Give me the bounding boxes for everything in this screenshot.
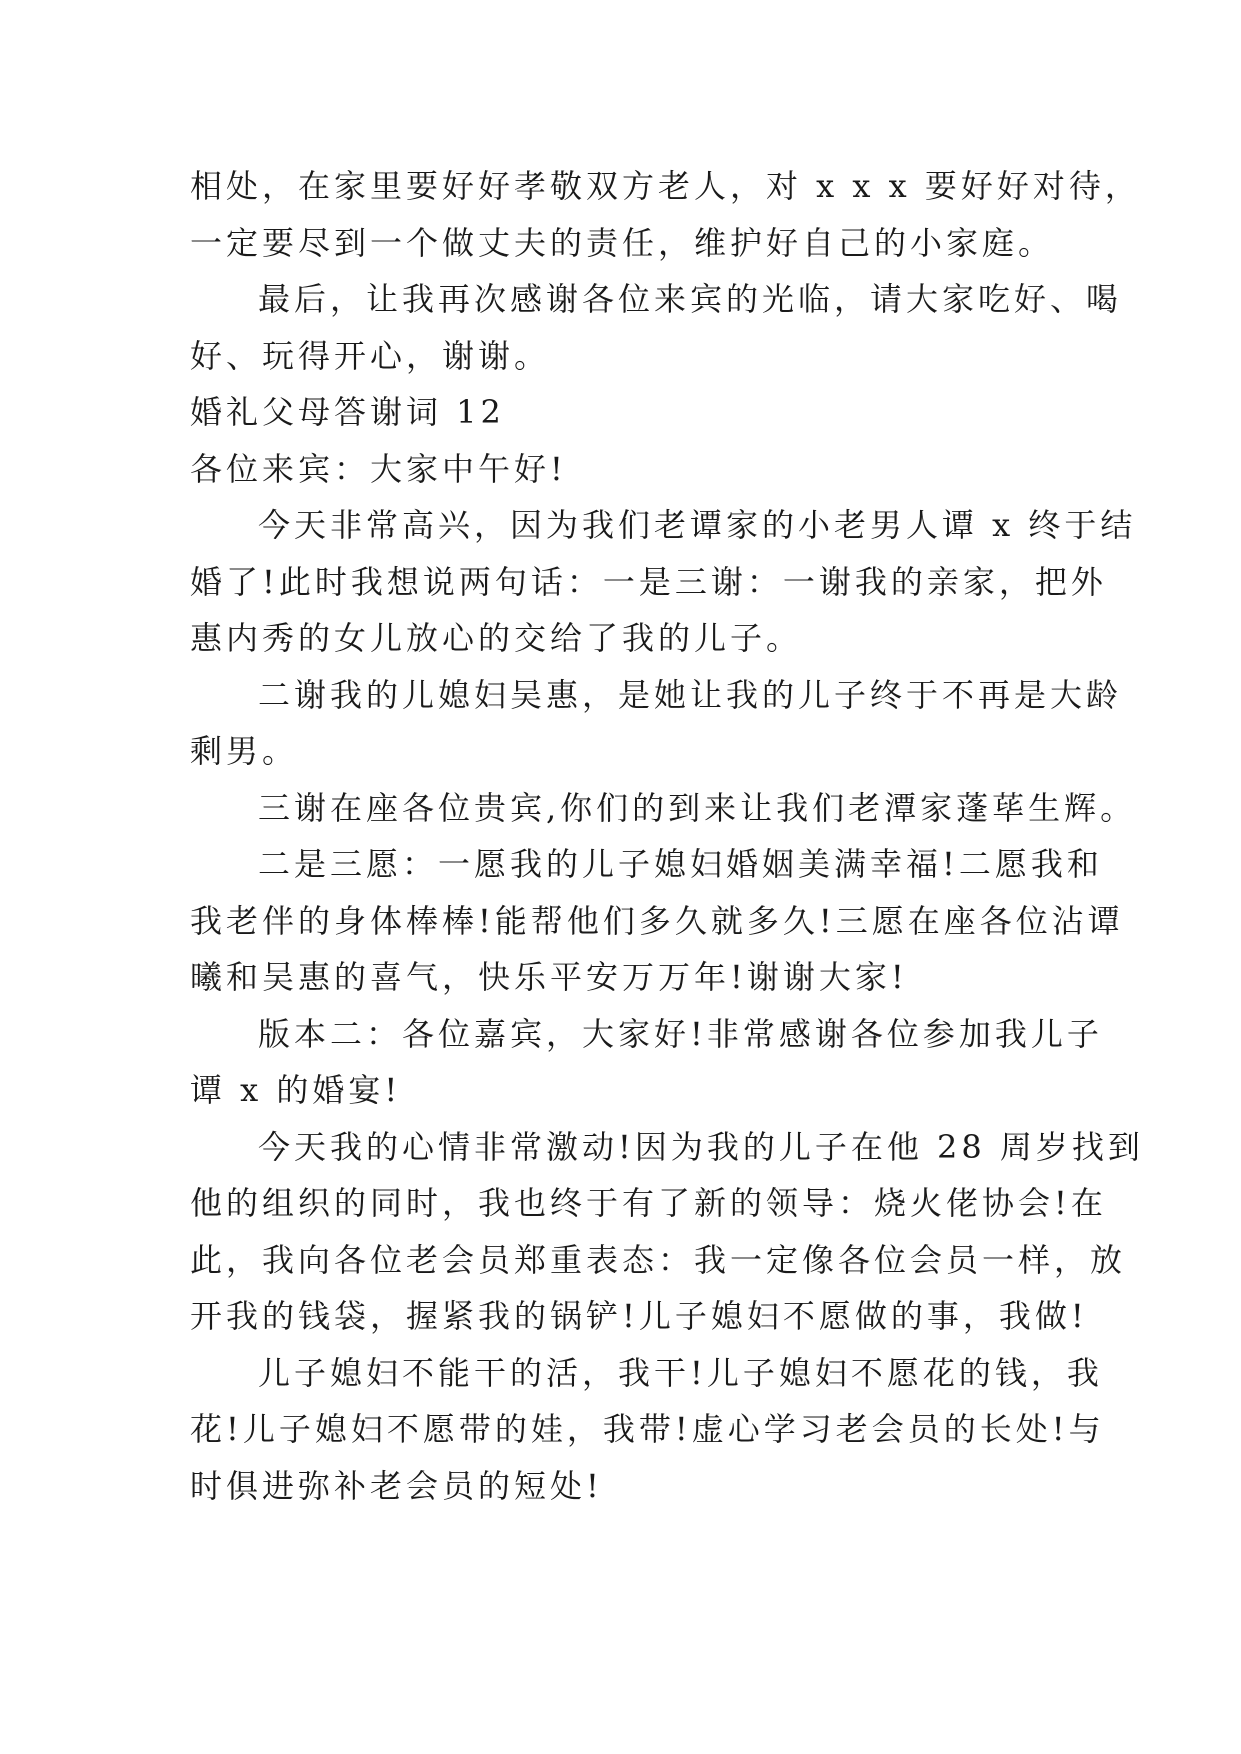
text-line: 谭 x 的婚宴! bbox=[190, 1071, 402, 1109]
text-line: 相处，在家里要好好孝敬双方老人，对 x x x 要好好对待， bbox=[190, 167, 1141, 205]
text-line: 二是三愿：一愿我的儿子媳妇婚姻美满幸福!二愿我和 bbox=[258, 845, 1103, 883]
text-line: 婚了!此时我想说两句话：一是三谢：一谢我的亲家，把外 bbox=[190, 562, 1107, 601]
text-line: 二谢我的儿媳妇吴惠，是她让我的儿子终于不再是大龄 bbox=[258, 675, 1123, 714]
text-line: 今天非常高兴，因为我们老谭家的小老男人谭 x 终于结 bbox=[258, 506, 1137, 544]
text-line: 开我的钱袋，握紧我的锅铲!儿子媳妇不愿做的事，我做! bbox=[190, 1297, 1088, 1335]
text-line: 剩男。 bbox=[190, 732, 299, 770]
text-line: 此，我向各位老会员郑重表态：我一定像各位会员一样，放 bbox=[190, 1240, 1127, 1279]
text-line: 一定要尽到一个做丈夫的责任，维护好自己的小家庭。 bbox=[190, 223, 1055, 262]
salutation: 各位来宾：大家中午好! bbox=[190, 449, 567, 488]
text-line: 曦和吴惠的喜气，快乐平安万万年!谢谢大家! bbox=[190, 958, 908, 996]
text-line: 花!儿子媳妇不愿带的娃，我带!虚心学习老会员的长处!与 bbox=[190, 1410, 1105, 1448]
text-line: 惠内秀的女儿放心的交给了我的儿子。 bbox=[190, 619, 803, 657]
text-line: 他的组织的同时，我也终于有了新的领导：烧火佬协会!在 bbox=[190, 1184, 1107, 1222]
text-line: 版本二：各位嘉宾，大家好!非常感谢各位参加我儿子 bbox=[258, 1014, 1103, 1053]
section-heading: 婚礼父母答谢词 12 bbox=[190, 393, 505, 431]
document-text bbox=[190, 158, 1144, 1514]
text-line: 时俱进弥补老会员的短处! bbox=[190, 1466, 603, 1505]
text-line: 好、玩得开心，谢谢。 bbox=[190, 336, 551, 375]
text-line: 最后，让我再次感谢各位来宾的光临，请大家吃好、喝 bbox=[258, 280, 1123, 318]
text-line: 儿子媳妇不能干的活，我干!儿子媳妇不愿花的钱，我 bbox=[258, 1353, 1103, 1392]
text-line: 三谢在座各位贵宾,你们的到来让我们老潭家蓬荜生辉。 bbox=[258, 788, 1137, 827]
text-line: 今天我的心情非常激动!因为我的儿子在他 28 周岁找到 bbox=[258, 1127, 1144, 1166]
text-line: 我老伴的身体棒棒!能帮他们多久就多久!三愿在座各位沾谭 bbox=[190, 901, 1124, 940]
